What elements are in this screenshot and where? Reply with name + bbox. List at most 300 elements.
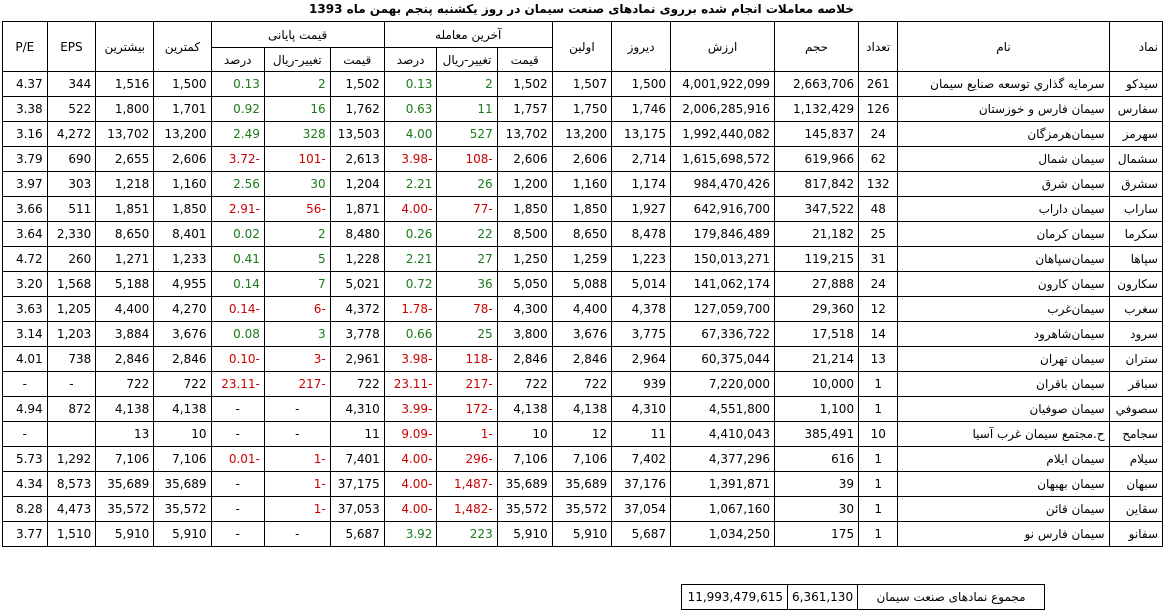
cell-first: 4,400 <box>552 297 612 322</box>
cell-first: 1,259 <box>552 247 612 272</box>
cell-close-change: 1- <box>264 447 330 472</box>
cell-first: 2,606 <box>552 147 612 172</box>
cell-close-price: 4,372 <box>330 297 384 322</box>
cell-low: 7,106 <box>154 447 211 472</box>
cell-close-percent: 2.49 <box>211 122 264 147</box>
cell-count: 1 <box>859 497 898 522</box>
cell-count: 1 <box>859 472 898 497</box>
table-row <box>3 397 1163 422</box>
table-row <box>3 497 1163 522</box>
cell-high: 2,846 <box>96 347 154 372</box>
cell-close-change: 328 <box>264 122 330 147</box>
cell-close-percent: 0.13 <box>211 72 264 97</box>
cell-high: 13,702 <box>96 122 154 147</box>
cell-symbol: سقاین <box>1109 497 1162 522</box>
cell-last-percent: 3.98- <box>384 347 437 372</box>
cell-name: سیمان شرق <box>898 172 1109 197</box>
cell-last-price: 35,689 <box>497 472 552 497</box>
cell-count: 48 <box>859 197 898 222</box>
cell-count: 12 <box>859 297 898 322</box>
cell-last-price: 7,106 <box>497 447 552 472</box>
cell-count: 31 <box>859 247 898 272</box>
cell-pe: 3.20 <box>3 272 48 297</box>
cell-close-change: 16 <box>264 97 330 122</box>
cell-close-change: - <box>264 397 330 422</box>
cell-last-change: 118- <box>437 347 497 372</box>
header-low: کمترین <box>154 22 211 72</box>
cell-name: سیمان‌سپاهان <box>898 247 1109 272</box>
table-row <box>3 297 1163 322</box>
cell-volume: 1,132,429 <box>775 97 859 122</box>
cell-count: 261 <box>859 72 898 97</box>
cell-symbol: سباقر <box>1109 372 1162 397</box>
cell-eps: 1,205 <box>47 297 96 322</box>
cell-pe: 3.16 <box>3 122 48 147</box>
cell-value: 67,336,722 <box>671 322 775 347</box>
cell-last-change: 108- <box>437 147 497 172</box>
cell-last-change: 172- <box>437 397 497 422</box>
cell-value: 1,067,160 <box>671 497 775 522</box>
cell-close-price: 2,961 <box>330 347 384 372</box>
cell-count: 1 <box>859 447 898 472</box>
cell-high: 7,106 <box>96 447 154 472</box>
cell-name: سیمان‌هرمزگان <box>898 122 1109 147</box>
cell-first: 3,676 <box>552 322 612 347</box>
cell-value: 1,615,698,572 <box>671 147 775 172</box>
cell-close-change: 101- <box>264 147 330 172</box>
cell-pe: 4.34 <box>3 472 48 497</box>
cell-symbol: سصوفي <box>1109 397 1162 422</box>
cell-close-price: 37,175 <box>330 472 384 497</box>
cell-value: 4,001,922,099 <box>671 72 775 97</box>
cell-eps: 260 <box>47 247 96 272</box>
cell-yesterday: 1,174 <box>612 172 671 197</box>
cell-last-percent: 4.00- <box>384 497 437 522</box>
cell-first: 4,138 <box>552 397 612 422</box>
cell-close-price: 722 <box>330 372 384 397</box>
cell-name: سیمان بهبهان <box>898 472 1109 497</box>
cell-volume: 616 <box>775 447 859 472</box>
cell-last-percent: 3.98- <box>384 147 437 172</box>
cell-close-change: 7 <box>264 272 330 297</box>
header-volume: حجم <box>775 22 859 72</box>
table-row <box>3 372 1163 397</box>
cell-eps: 690 <box>47 147 96 172</box>
cell-close-price: 1,871 <box>330 197 384 222</box>
cell-last-percent: 3.92 <box>384 522 437 547</box>
cell-volume: 145,837 <box>775 122 859 147</box>
cell-last-price: 4,138 <box>497 397 552 422</box>
cell-first: 35,689 <box>552 472 612 497</box>
cell-last-change: 1,487- <box>437 472 497 497</box>
cell-value: 141,062,174 <box>671 272 775 297</box>
header-last-trade: آخرین معامله <box>384 22 552 48</box>
cell-value: 7,220,000 <box>671 372 775 397</box>
cell-name: سیمان کرمان <box>898 222 1109 247</box>
cell-value: 4,551,800 <box>671 397 775 422</box>
cell-count: 1 <box>859 397 898 422</box>
cell-close-percent: 0.92 <box>211 97 264 122</box>
cell-yesterday: 2,714 <box>612 147 671 172</box>
cell-close-price: 5,687 <box>330 522 384 547</box>
cell-close-change: 217- <box>264 372 330 397</box>
cell-last-change: 27 <box>437 247 497 272</box>
cell-close-percent: 0.41 <box>211 247 264 272</box>
cell-close-price: 8,480 <box>330 222 384 247</box>
cell-name: سیمان صوفیان <box>898 397 1109 422</box>
cell-volume: 21,214 <box>775 347 859 372</box>
cell-high: 1,516 <box>96 72 154 97</box>
summary-value: 11,993,479,615 <box>682 585 788 610</box>
cell-pe: 5.73 <box>3 447 48 472</box>
table-row <box>3 422 1163 447</box>
cell-count: 132 <box>859 172 898 197</box>
cell-high: 4,400 <box>96 297 154 322</box>
cell-yesterday: 5,687 <box>612 522 671 547</box>
cell-count: 24 <box>859 122 898 147</box>
cell-last-percent: 2.21 <box>384 172 437 197</box>
cell-last-percent: 2.21 <box>384 247 437 272</box>
cell-pe: 3.64 <box>3 222 48 247</box>
cell-last-price: 4,300 <box>497 297 552 322</box>
trades-table <box>2 21 1163 547</box>
cell-eps: 511 <box>47 197 96 222</box>
cell-high: 1,218 <box>96 172 154 197</box>
cell-value: 4,377,296 <box>671 447 775 472</box>
cell-pe: 3.97 <box>3 172 48 197</box>
cell-volume: 10,000 <box>775 372 859 397</box>
cell-close-price: 11 <box>330 422 384 447</box>
cell-symbol: سیدکو <box>1109 72 1162 97</box>
cell-name: سیمان داراب <box>898 197 1109 222</box>
header-count: تعداد <box>859 22 898 72</box>
cell-close-change: 3- <box>264 347 330 372</box>
cell-count: 13 <box>859 347 898 372</box>
table-row <box>3 522 1163 547</box>
cell-last-percent: 4.00- <box>384 447 437 472</box>
cell-count: 14 <box>859 322 898 347</box>
cell-yesterday: 1,500 <box>612 72 671 97</box>
cell-high: 13 <box>96 422 154 447</box>
cell-last-price: 5,050 <box>497 272 552 297</box>
cell-first: 35,572 <box>552 497 612 522</box>
cell-close-price: 4,310 <box>330 397 384 422</box>
cell-volume: 29,360 <box>775 297 859 322</box>
cell-low: 1,233 <box>154 247 211 272</box>
cell-eps <box>47 422 96 447</box>
cell-close-price: 5,021 <box>330 272 384 297</box>
cell-last-change: 25 <box>437 322 497 347</box>
cell-last-price: 2,846 <box>497 347 552 372</box>
cell-eps: 1,510 <box>47 522 96 547</box>
cell-pe: 4.01 <box>3 347 48 372</box>
cell-yesterday: 7,402 <box>612 447 671 472</box>
cell-first: 1,160 <box>552 172 612 197</box>
cell-low: 35,572 <box>154 497 211 522</box>
cell-value: 1,391,871 <box>671 472 775 497</box>
cell-last-percent: 4.00 <box>384 122 437 147</box>
cell-volume: 30 <box>775 497 859 522</box>
cell-eps: 1,568 <box>47 272 96 297</box>
cell-last-change: 1,482- <box>437 497 497 522</box>
summary-volume: 6,361,130 <box>788 585 858 610</box>
cell-name: سیمان‌غرب <box>898 297 1109 322</box>
cell-last-change: 26 <box>437 172 497 197</box>
cell-symbol: سپاها <box>1109 247 1162 272</box>
cell-yesterday: 37,176 <box>612 472 671 497</box>
cell-low: 2,846 <box>154 347 211 372</box>
cell-pe: 8.28 <box>3 497 48 522</box>
cell-value: 4,410,043 <box>671 422 775 447</box>
cell-last-change: 223 <box>437 522 497 547</box>
cell-high: 722 <box>96 372 154 397</box>
cell-first: 1,750 <box>552 97 612 122</box>
cell-symbol: سشمال <box>1109 147 1162 172</box>
cell-pe: - <box>3 372 48 397</box>
cell-name: سیمان قائن <box>898 497 1109 522</box>
cell-close-change: 1- <box>264 497 330 522</box>
cell-yesterday: 3,775 <box>612 322 671 347</box>
cell-eps: 872 <box>47 397 96 422</box>
cell-volume: 21,182 <box>775 222 859 247</box>
cell-low: 5,910 <box>154 522 211 547</box>
cell-close-percent: 2.91- <box>211 197 264 222</box>
cell-last-change: 217- <box>437 372 497 397</box>
header-close-change: تغییر-ریال <box>264 48 330 72</box>
header-close-price: قیمت <box>330 48 384 72</box>
cell-count: 126 <box>859 97 898 122</box>
cell-volume: 1,100 <box>775 397 859 422</box>
cell-eps: 8,573 <box>47 472 96 497</box>
header-value: ارزش <box>671 22 775 72</box>
cell-eps: 4,272 <box>47 122 96 147</box>
header-last-percent: درصد <box>384 48 437 72</box>
cell-low: 1,701 <box>154 97 211 122</box>
cell-symbol: سکارون <box>1109 272 1162 297</box>
cell-last-price: 2,606 <box>497 147 552 172</box>
cell-high: 35,689 <box>96 472 154 497</box>
cell-volume: 817,842 <box>775 172 859 197</box>
cell-last-price: 10 <box>497 422 552 447</box>
cell-close-change: 1- <box>264 472 330 497</box>
cell-yesterday: 37,054 <box>612 497 671 522</box>
cell-count: 10 <box>859 422 898 447</box>
cell-eps: 738 <box>47 347 96 372</box>
cell-value: 150,013,271 <box>671 247 775 272</box>
cell-pe: 4.37 <box>3 72 48 97</box>
cell-close-price: 3,778 <box>330 322 384 347</box>
cell-volume: 2,663,706 <box>775 72 859 97</box>
cell-last-percent: 1.78- <box>384 297 437 322</box>
cell-volume: 17,518 <box>775 322 859 347</box>
table-row <box>3 197 1163 222</box>
cell-close-change: 2 <box>264 222 330 247</box>
cell-first: 722 <box>552 372 612 397</box>
cell-symbol: سغرب <box>1109 297 1162 322</box>
cell-name: سیمان فارس و خوزستان <box>898 97 1109 122</box>
cell-last-change: 296- <box>437 447 497 472</box>
cell-low: 1,850 <box>154 197 211 222</box>
cell-close-price: 1,204 <box>330 172 384 197</box>
cell-last-percent: 3.99- <box>384 397 437 422</box>
cell-pe: 3.14 <box>3 322 48 347</box>
cell-close-percent: 0.08 <box>211 322 264 347</box>
cell-first: 8,650 <box>552 222 612 247</box>
cell-symbol: ستران <box>1109 347 1162 372</box>
cell-symbol: سرود <box>1109 322 1162 347</box>
cell-name: سیمان شمال <box>898 147 1109 172</box>
cell-pe: 3.66 <box>3 197 48 222</box>
summary-label: مجموع نمادهای صنعت سیمان <box>858 585 1045 610</box>
cell-low: 1,500 <box>154 72 211 97</box>
cell-low: 3,676 <box>154 322 211 347</box>
cell-first: 2,846 <box>552 347 612 372</box>
cell-yesterday: 5,014 <box>612 272 671 297</box>
cell-symbol: سشرق <box>1109 172 1162 197</box>
cell-pe: 3.63 <box>3 297 48 322</box>
cell-close-change: 30 <box>264 172 330 197</box>
cell-last-change: 527 <box>437 122 497 147</box>
cell-yesterday: 1,746 <box>612 97 671 122</box>
cell-last-price: 13,702 <box>497 122 552 147</box>
table-row <box>3 472 1163 497</box>
cell-name: سیمان‌شاهرود <box>898 322 1109 347</box>
cell-eps: 2,330 <box>47 222 96 247</box>
cell-last-price: 1,757 <box>497 97 552 122</box>
cell-last-percent: 4.00- <box>384 472 437 497</box>
cell-last-percent: 0.26 <box>384 222 437 247</box>
cell-symbol: سجامح <box>1109 422 1162 447</box>
table-row <box>3 447 1163 472</box>
cell-last-percent: 0.66 <box>384 322 437 347</box>
cell-close-percent: - <box>211 397 264 422</box>
cell-close-price: 7,401 <box>330 447 384 472</box>
cell-symbol: سبهان <box>1109 472 1162 497</box>
cell-name: سیمان ایلام <box>898 447 1109 472</box>
cell-name: سیمان کارون <box>898 272 1109 297</box>
cell-symbol: ساراب <box>1109 197 1162 222</box>
cell-last-price: 35,572 <box>497 497 552 522</box>
table-row <box>3 172 1163 197</box>
cell-high: 2,655 <box>96 147 154 172</box>
table-row <box>3 147 1163 172</box>
cell-close-change: 5 <box>264 247 330 272</box>
table-row <box>3 97 1163 122</box>
cell-value: 642,916,700 <box>671 197 775 222</box>
cell-pe: 4.94 <box>3 397 48 422</box>
table-row <box>3 222 1163 247</box>
cell-symbol: سفارس <box>1109 97 1162 122</box>
table-row <box>3 72 1163 97</box>
cell-high: 1,851 <box>96 197 154 222</box>
table-body <box>3 72 1163 547</box>
cell-low: 4,955 <box>154 272 211 297</box>
cell-yesterday: 1,223 <box>612 247 671 272</box>
cell-last-price: 5,910 <box>497 522 552 547</box>
cell-first: 5,910 <box>552 522 612 547</box>
cell-last-change: 77- <box>437 197 497 222</box>
cell-pe: 3.38 <box>3 97 48 122</box>
cell-high: 35,572 <box>96 497 154 522</box>
cell-first: 1,507 <box>552 72 612 97</box>
page-title: خلاصه معاملات انجام شده برروی نمادهای صنعت سیمان در روز یکشنبه پنجم بهمن ماه 1393 <box>309 2 854 16</box>
cell-pe: 3.79 <box>3 147 48 172</box>
table-row <box>3 272 1163 297</box>
cell-close-change: 2 <box>264 72 330 97</box>
cell-volume: 175 <box>775 522 859 547</box>
cell-last-price: 1,200 <box>497 172 552 197</box>
cell-close-change: - <box>264 422 330 447</box>
cell-eps: 344 <box>47 72 96 97</box>
cell-count: 1 <box>859 522 898 547</box>
cell-count: 25 <box>859 222 898 247</box>
cell-volume: 385,491 <box>775 422 859 447</box>
cell-count: 62 <box>859 147 898 172</box>
cell-name: سیمان تهران <box>898 347 1109 372</box>
cell-symbol: سیلام <box>1109 447 1162 472</box>
summary-row <box>682 585 1045 610</box>
header-symbol: نماد <box>1109 22 1162 72</box>
header-last-price: قیمت <box>497 48 552 72</box>
cell-last-percent: 4.00- <box>384 197 437 222</box>
cell-value: 179,846,489 <box>671 222 775 247</box>
cell-eps: - <box>47 372 96 397</box>
cell-low: 2,606 <box>154 147 211 172</box>
cell-value: 60,375,044 <box>671 347 775 372</box>
header-last-change: تغییر-ریال <box>437 48 497 72</box>
cell-value: 1,034,250 <box>671 522 775 547</box>
cell-last-change: 1- <box>437 422 497 447</box>
cell-symbol: سهرمز <box>1109 122 1162 147</box>
cell-first: 13,200 <box>552 122 612 147</box>
cell-symbol: سفانو <box>1109 522 1162 547</box>
cell-close-change: 56- <box>264 197 330 222</box>
cell-close-change: 3 <box>264 322 330 347</box>
cell-close-percent: 0.10- <box>211 347 264 372</box>
cell-close-price: 13,503 <box>330 122 384 147</box>
header-name: نام <box>898 22 1109 72</box>
cell-volume: 39 <box>775 472 859 497</box>
header-first: اولین <box>552 22 612 72</box>
cell-yesterday: 13,175 <box>612 122 671 147</box>
cell-close-percent: - <box>211 497 264 522</box>
cell-close-percent: - <box>211 522 264 547</box>
cell-eps: 4,473 <box>47 497 96 522</box>
header-pe: P/E <box>3 22 48 72</box>
cell-first: 7,106 <box>552 447 612 472</box>
cell-last-change: 78- <box>437 297 497 322</box>
cell-last-change: 36 <box>437 272 497 297</box>
cell-last-price: 1,250 <box>497 247 552 272</box>
cell-last-percent: 9.09- <box>384 422 437 447</box>
cell-close-price: 1,762 <box>330 97 384 122</box>
cell-eps: 1,203 <box>47 322 96 347</box>
cell-close-percent: 23.11- <box>211 372 264 397</box>
cell-yesterday: 2,964 <box>612 347 671 372</box>
cell-close-change: - <box>264 522 330 547</box>
cell-close-percent: - <box>211 422 264 447</box>
cell-high: 5,910 <box>96 522 154 547</box>
cell-name: سرمایه گذاري توسعه صنایع سیمان <box>898 72 1109 97</box>
cell-close-price: 37,053 <box>330 497 384 522</box>
cell-eps: 303 <box>47 172 96 197</box>
cell-last-change: 22 <box>437 222 497 247</box>
cell-last-percent: 0.72 <box>384 272 437 297</box>
cell-yesterday: 11 <box>612 422 671 447</box>
cell-close-price: 1,228 <box>330 247 384 272</box>
cell-close-change: 6- <box>264 297 330 322</box>
cell-last-price: 8,500 <box>497 222 552 247</box>
